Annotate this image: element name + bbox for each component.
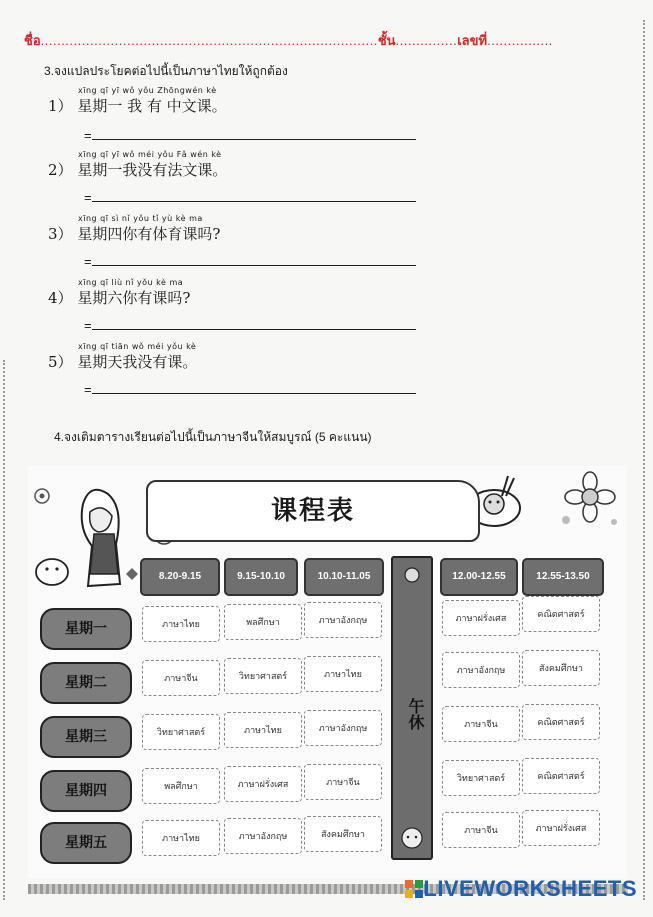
- student-info-header: [24, 30, 553, 51]
- time-slot-header: 12.55-13.50: [522, 558, 604, 596]
- time-slot-header: 8.20-9.15: [140, 558, 220, 596]
- answer-line[interactable]: [84, 190, 416, 205]
- pinyin-text: xīng qī sì nǐ yǒu tǐ yù kè ma: [78, 214, 203, 223]
- schedule-cell: ภาษาไทย: [142, 820, 220, 856]
- schedule-title: 课程表: [270, 496, 355, 526]
- class-label: ชั้น: [377, 33, 396, 48]
- day-label: 星期五: [40, 822, 132, 864]
- schedule-cell: สังคมศึกษา: [304, 816, 382, 852]
- pinyin-text: xīng qī yī wǒ méi yǒu Fǎ wén kè: [78, 150, 222, 159]
- question-3-instruction: 3.จงแปลประโยคต่อไปนี้เป็นภาษาไทยให้ถูกต้อง: [44, 64, 288, 78]
- schedule-cell: ภาษาอังกฤษ: [224, 818, 302, 854]
- chinese-sentence: 星期一 我 有 中文课。: [77, 97, 227, 115]
- name-label: ชื่อ: [24, 33, 41, 48]
- translation-item: [48, 342, 197, 372]
- schedule-cell: ภาษาอังกฤษ: [442, 652, 520, 688]
- sun-icon: [398, 562, 426, 588]
- name-field[interactable]: ..................................................................................: [40, 33, 378, 48]
- equals-sign: =: [84, 190, 92, 205]
- girl-illustration-icon: [28, 474, 148, 594]
- item-number: 4）: [48, 289, 73, 307]
- schedule-cell: วิทยาศาสตร์: [442, 760, 520, 796]
- schedule-cell: ภาษาไทย: [304, 656, 382, 692]
- translation-item: [48, 150, 227, 180]
- schedule-cell: ภาษาจีน: [304, 764, 382, 800]
- schedule-cell: ภาษาจีน: [142, 660, 220, 696]
- number-field[interactable]: ................: [487, 33, 553, 48]
- schedule-cell: ภาษาไทย: [224, 712, 302, 748]
- answer-line[interactable]: [84, 382, 416, 397]
- number-label: เลขที่: [457, 33, 488, 48]
- schedule-cell: ภาษาฝรั่งเศส: [522, 810, 600, 846]
- item-number: 1）: [48, 97, 73, 115]
- right-dotted-border: [643, 20, 647, 900]
- class-field[interactable]: ...............: [395, 33, 458, 48]
- schedule-title-box: [146, 480, 480, 542]
- chinese-sentence: 星期六你有课吗?: [77, 289, 191, 307]
- equals-sign: =: [84, 382, 92, 397]
- translation-item: [48, 86, 227, 116]
- equals-sign: =: [84, 318, 92, 333]
- schedule-cell: ภาษาไทย: [142, 606, 220, 642]
- schedule-cell: ภาษาจีน: [442, 706, 520, 742]
- day-label: 星期一: [40, 608, 132, 650]
- translation-item: [48, 214, 220, 244]
- schedule-cell: ภาษาฝรั่งเศส: [442, 600, 520, 636]
- chinese-sentence: 星期四你有体育课吗?: [77, 225, 221, 243]
- time-slot-header: 10.10-11.05: [304, 558, 384, 596]
- day-label: 星期三: [40, 716, 132, 758]
- equals-sign: =: [84, 128, 92, 143]
- schedule-cell: ภาษาอังกฤษ: [304, 710, 382, 746]
- flower-icon: [556, 470, 622, 530]
- liveworksheets-logo[interactable]: [405, 876, 637, 902]
- item-number: 5）: [48, 353, 73, 371]
- equals-sign: =: [84, 254, 92, 269]
- schedule-cell: สังคมศึกษา: [522, 650, 600, 686]
- question-4-instruction: 4.จงเติมตารางเรียนต่อไปนี้เป็นภาษาจีนให้สมบูรณ์ (5 คะแนน): [54, 430, 372, 444]
- answer-input[interactable]: [92, 192, 416, 202]
- logo-text: LIVEWORKSHEETS: [423, 876, 637, 901]
- translation-item: [48, 278, 190, 308]
- pinyin-text: xīng qī tiān wǒ méi yǒu kè: [78, 342, 197, 351]
- left-dotted-border: [3, 360, 7, 900]
- time-slot-header: 12.00-12.55: [440, 558, 518, 596]
- item-number: 3）: [48, 225, 73, 243]
- answer-line[interactable]: [84, 318, 416, 333]
- chinese-sentence: 星期一我没有法文课。: [77, 161, 228, 179]
- item-number: 2）: [48, 161, 73, 179]
- lunch-break-label: 午休: [406, 698, 425, 730]
- answer-line[interactable]: [84, 128, 416, 143]
- schedule-cell: คณิตศาสตร์: [522, 596, 600, 632]
- cat-icon: [397, 822, 427, 852]
- time-slot-header: 9.15-10.10: [224, 558, 298, 596]
- schedule-cell: คณิตศาสตร์: [522, 758, 600, 794]
- day-label: 星期四: [40, 770, 132, 812]
- schedule-cell: วิทยาศาสตร์: [142, 714, 220, 750]
- chinese-sentence: 星期天我没有课。: [77, 353, 198, 371]
- answer-line[interactable]: [84, 254, 416, 269]
- day-label: 星期二: [40, 662, 132, 704]
- liveworksheets-logo-icon: [405, 880, 423, 898]
- answer-input[interactable]: [92, 384, 416, 394]
- schedule-cell: วิทยาศาสตร์: [224, 658, 302, 694]
- schedule-cell: คณิตศาสตร์: [522, 704, 600, 740]
- lunch-break-column: [391, 556, 433, 860]
- schedule-cell: ภาษาอังกฤษ: [304, 602, 382, 638]
- schedule-cell: พลศึกษา: [142, 768, 220, 804]
- schedule-cell: ภาษาฝรั่งเศส: [224, 766, 302, 802]
- answer-input[interactable]: [92, 320, 416, 330]
- answer-input[interactable]: [92, 130, 416, 140]
- answer-input[interactable]: [92, 256, 416, 266]
- class-schedule: [28, 466, 626, 878]
- schedule-cell: ภาษาจีน: [442, 812, 520, 848]
- schedule-cell: พลศึกษา: [224, 604, 302, 640]
- pinyin-text: xīng qī liù nǐ yǒu kè ma: [78, 278, 184, 287]
- pinyin-text: xīng qī yī wǒ yǒu Zhōngwén kè: [78, 86, 217, 95]
